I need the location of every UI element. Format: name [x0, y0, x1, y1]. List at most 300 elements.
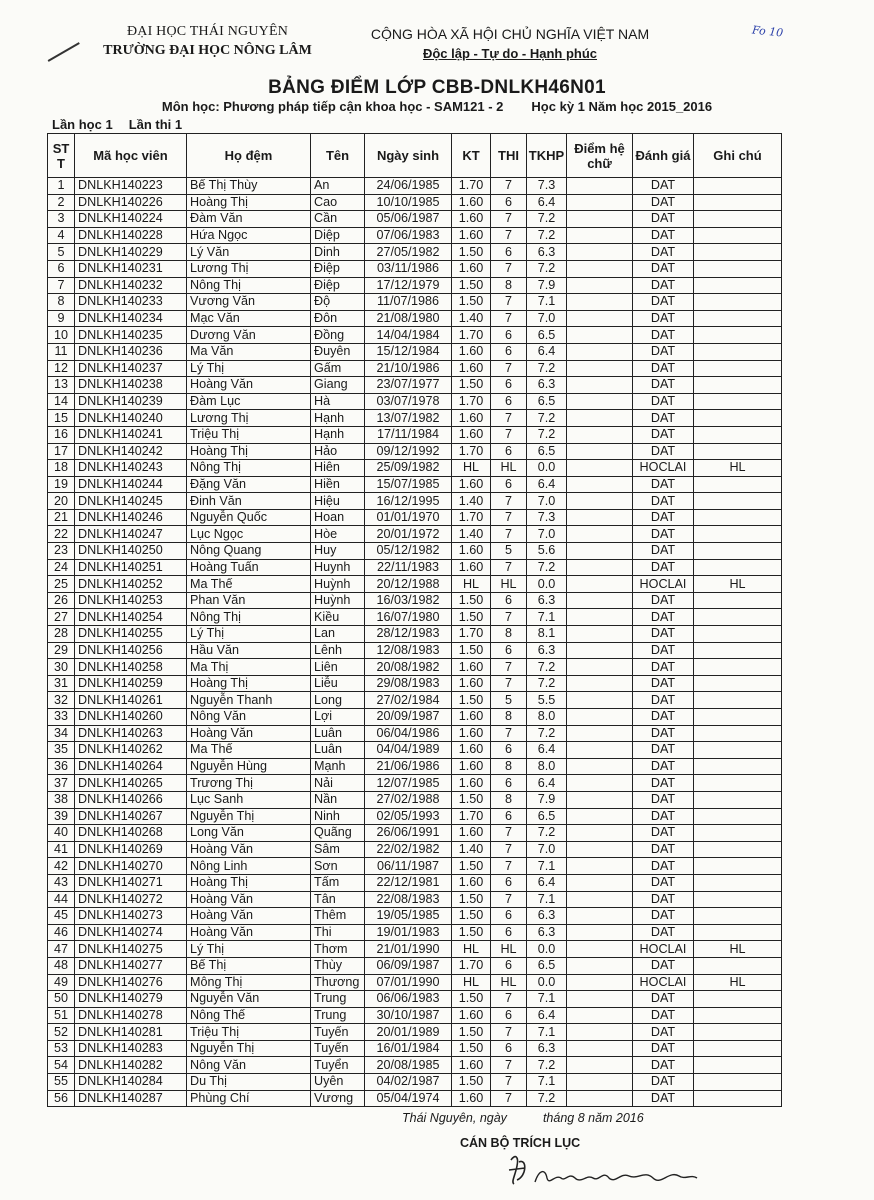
col-letter-grade-header: Điểm hệ chữ [567, 134, 633, 178]
table-row [48, 675, 782, 692]
table-row [48, 808, 782, 825]
footer-date [402, 1111, 644, 1125]
table-row [48, 244, 782, 261]
evaluation-cell: HOCLAI [633, 576, 694, 593]
table-row [48, 692, 782, 709]
letter-grade-cell [567, 692, 633, 709]
stt-cell: 29 [48, 642, 75, 659]
tkhp-cell: 7.2 [527, 260, 567, 277]
kt-cell: 1.60 [452, 227, 491, 244]
handwritten-signature [505, 1152, 705, 1198]
student-id-cell: DNLKH140267 [75, 808, 187, 825]
evaluation-cell: HOCLAI [633, 941, 694, 958]
name-cell: Ninh [311, 808, 365, 825]
letter-grade-cell [567, 709, 633, 726]
evaluation-cell: DAT [633, 426, 694, 443]
university-name: ĐẠI HỌC THÁI NGUYÊN [126, 24, 289, 39]
thi-cell: 6 [491, 592, 527, 609]
tkhp-cell: 7.9 [527, 277, 567, 294]
tkhp-cell: 7.2 [527, 825, 567, 842]
birthdate-cell: 21/08/1980 [365, 310, 452, 327]
surname-cell: Vương Văn [187, 294, 311, 311]
kt-cell: 1.70 [452, 443, 491, 460]
surname-cell: Hoàng Văn [187, 924, 311, 941]
tkhp-cell: 6.3 [527, 642, 567, 659]
evaluation-cell: DAT [633, 957, 694, 974]
birthdate-cell: 25/09/1982 [365, 460, 452, 477]
kt-cell: 1.50 [452, 277, 491, 294]
thi-cell: 6 [491, 244, 527, 261]
evaluation-cell: DAT [633, 559, 694, 576]
birthdate-cell: 22/12/1981 [365, 874, 452, 891]
stt-cell: 56 [48, 1090, 75, 1107]
student-id-cell: DNLKH140232 [75, 277, 187, 294]
evaluation-cell: DAT [633, 841, 694, 858]
tkhp-cell: 7.2 [527, 725, 567, 742]
kt-cell: 1.60 [452, 825, 491, 842]
thi-cell: 7 [491, 609, 527, 626]
thi-cell: 7 [491, 526, 527, 543]
table-row [48, 758, 782, 775]
tkhp-cell: 7.2 [527, 1057, 567, 1074]
subject-label: Môn học: Phương pháp tiếp cận khoa học - SAM121 - 2 [161, 99, 504, 114]
kt-cell: HL [452, 941, 491, 958]
letter-grade-cell [567, 725, 633, 742]
kt-cell: 1.50 [452, 991, 491, 1008]
kt-cell: 1.70 [452, 509, 491, 526]
table-row [48, 957, 782, 974]
evaluation-cell: DAT [633, 991, 694, 1008]
name-cell: Giang [311, 377, 365, 394]
kt-cell: 1.40 [452, 310, 491, 327]
tkhp-cell: 7.1 [527, 1024, 567, 1041]
name-cell: Long [311, 692, 365, 709]
evaluation-cell: DAT [633, 294, 694, 311]
table-row [48, 775, 782, 792]
stt-cell: 12 [48, 360, 75, 377]
thi-cell: 6 [491, 1040, 527, 1057]
kt-cell: 1.60 [452, 659, 491, 676]
notes-cell [694, 360, 782, 377]
surname-cell: Đàm Văn [187, 211, 311, 228]
kt-cell: 1.60 [452, 1007, 491, 1024]
table-row [48, 642, 782, 659]
surname-cell: Nông Thị [187, 609, 311, 626]
letter-grade-cell [567, 393, 633, 410]
tkhp-cell: 7.0 [527, 310, 567, 327]
student-id-cell: DNLKH140282 [75, 1057, 187, 1074]
letter-grade-cell [567, 874, 633, 891]
surname-cell: Hoàng Thị [187, 874, 311, 891]
kt-cell: 1.70 [452, 808, 491, 825]
kt-cell: 1.50 [452, 377, 491, 394]
student-id-cell: DNLKH140283 [75, 1040, 187, 1057]
letter-grade-cell [567, 343, 633, 360]
table-row [48, 825, 782, 842]
table-row [48, 974, 782, 991]
student-id-cell: DNLKH140261 [75, 692, 187, 709]
table-row [48, 327, 782, 344]
surname-cell: Hứa Ngọc [187, 227, 311, 244]
place-date-label: Thái Nguyên, ngày [402, 1111, 507, 1125]
surname-cell: Nông Thế [187, 1007, 311, 1024]
stt-cell: 31 [48, 675, 75, 692]
letter-grade-cell [567, 526, 633, 543]
notes-cell [694, 393, 782, 410]
thi-cell: 5 [491, 543, 527, 560]
student-id-cell: DNLKH140258 [75, 659, 187, 676]
surname-cell: Lý Thị [187, 360, 311, 377]
notes-cell [694, 1057, 782, 1074]
birthdate-cell: 22/02/1982 [365, 841, 452, 858]
notes-cell [694, 692, 782, 709]
surname-cell: Dương Văn [187, 327, 311, 344]
notes-cell [694, 642, 782, 659]
thi-cell: 8 [491, 758, 527, 775]
notes-cell [694, 725, 782, 742]
student-id-cell: DNLKH140263 [75, 725, 187, 742]
table-row [48, 543, 782, 560]
birthdate-cell: 02/05/1993 [365, 808, 452, 825]
student-id-cell: DNLKH140231 [75, 260, 187, 277]
letter-grade-cell [567, 310, 633, 327]
name-cell: Thùy [311, 957, 365, 974]
letter-grade-cell [567, 609, 633, 626]
thi-cell: 6 [491, 642, 527, 659]
tkhp-cell: 8.0 [527, 758, 567, 775]
table-row [48, 1074, 782, 1091]
kt-cell: 1.50 [452, 244, 491, 261]
thi-cell: 7 [491, 294, 527, 311]
table-row [48, 1040, 782, 1057]
student-id-cell: DNLKH140236 [75, 343, 187, 360]
name-cell: Kiều [311, 609, 365, 626]
letter-grade-cell [567, 410, 633, 427]
student-id-cell: DNLKH140246 [75, 509, 187, 526]
student-id-cell: DNLKH140244 [75, 476, 187, 493]
letter-grade-cell [567, 659, 633, 676]
name-cell: Tấm [311, 874, 365, 891]
thi-cell: 6 [491, 924, 527, 941]
kt-cell: 1.50 [452, 609, 491, 626]
letter-grade-cell [567, 626, 633, 643]
birthdate-cell: 16/03/1982 [365, 592, 452, 609]
tkhp-cell: 6.4 [527, 194, 567, 211]
student-id-cell: DNLKH140278 [75, 1007, 187, 1024]
notes-cell [694, 377, 782, 394]
table-row [48, 891, 782, 908]
birthdate-cell: 22/11/1983 [365, 559, 452, 576]
thi-cell: 7 [491, 725, 527, 742]
name-cell: Luân [311, 742, 365, 759]
table-row [48, 343, 782, 360]
evaluation-cell: DAT [633, 908, 694, 925]
birthdate-cell: 07/01/1990 [365, 974, 452, 991]
thi-cell: 7 [491, 559, 527, 576]
student-id-cell: DNLKH140281 [75, 1024, 187, 1041]
evaluation-cell: DAT [633, 310, 694, 327]
evaluation-cell: DAT [633, 858, 694, 875]
evaluation-cell: DAT [633, 277, 694, 294]
notes-cell [694, 277, 782, 294]
kt-cell: 1.70 [452, 393, 491, 410]
surname-cell: Hoàng Văn [187, 908, 311, 925]
notes-cell [694, 294, 782, 311]
letter-grade-cell [567, 493, 633, 510]
kt-cell: 1.60 [452, 559, 491, 576]
birthdate-cell: 04/04/1989 [365, 742, 452, 759]
surname-cell: Đàm Lục [187, 393, 311, 410]
student-id-cell: DNLKH140279 [75, 991, 187, 1008]
birthdate-cell: 06/04/1986 [365, 725, 452, 742]
tkhp-cell: 6.4 [527, 1007, 567, 1024]
name-cell: Hiệu [311, 493, 365, 510]
name-cell: Uyên [311, 1074, 365, 1091]
tkhp-cell: 6.3 [527, 244, 567, 261]
table-row [48, 526, 782, 543]
student-id-cell: DNLKH140223 [75, 178, 187, 195]
notes-cell [694, 559, 782, 576]
student-id-cell: DNLKH140247 [75, 526, 187, 543]
evaluation-cell: DAT [633, 675, 694, 692]
notes-cell [694, 841, 782, 858]
stt-cell: 15 [48, 410, 75, 427]
kt-cell: 1.50 [452, 642, 491, 659]
kt-cell: 1.60 [452, 343, 491, 360]
notes-cell [694, 991, 782, 1008]
evaluation-cell: DAT [633, 211, 694, 228]
stt-cell: 28 [48, 626, 75, 643]
national-header [355, 26, 665, 61]
col-thi-header: THI [491, 134, 527, 178]
name-cell: Hạnh [311, 410, 365, 427]
surname-cell: Bế Thị Thùy [187, 178, 311, 195]
notes-cell [694, 675, 782, 692]
student-id-cell: DNLKH140276 [75, 974, 187, 991]
stt-cell: 47 [48, 941, 75, 958]
surname-cell: Đinh Văn [187, 493, 311, 510]
thi-cell: 7 [491, 493, 527, 510]
evaluation-cell: DAT [633, 343, 694, 360]
name-cell: Quãng [311, 825, 365, 842]
surname-cell: Hoàng Thị [187, 443, 311, 460]
table-row [48, 310, 782, 327]
kt-cell: 1.50 [452, 294, 491, 311]
letter-grade-cell [567, 443, 633, 460]
letter-grade-cell [567, 1040, 633, 1057]
thi-cell: 6 [491, 194, 527, 211]
letter-grade-cell [567, 808, 633, 825]
stt-cell: 41 [48, 841, 75, 858]
name-cell: Hảo [311, 443, 365, 460]
name-cell: Sơn [311, 858, 365, 875]
lan-hoc-label: Lần học 1 [52, 117, 113, 132]
surname-cell: Ma Thế [187, 742, 311, 759]
letter-grade-cell [567, 543, 633, 560]
table-row [48, 294, 782, 311]
evaluation-cell: DAT [633, 227, 694, 244]
tkhp-cell: 6.4 [527, 343, 567, 360]
birthdate-cell: 24/06/1985 [365, 178, 452, 195]
stt-cell: 52 [48, 1024, 75, 1041]
name-cell: Đuyên [311, 343, 365, 360]
table-row [48, 941, 782, 958]
birthdate-cell: 20/08/1982 [365, 659, 452, 676]
name-cell: An [311, 178, 365, 195]
notes-cell [694, 609, 782, 626]
thi-cell: 7 [491, 891, 527, 908]
thi-cell: 7 [491, 211, 527, 228]
student-id-cell: DNLKH140241 [75, 426, 187, 443]
evaluation-cell: DAT [633, 642, 694, 659]
tkhp-cell: 7.2 [527, 426, 567, 443]
stt-cell: 13 [48, 377, 75, 394]
surname-cell: Lý Thị [187, 626, 311, 643]
letter-grade-cell [567, 244, 633, 261]
birthdate-cell: 16/12/1995 [365, 493, 452, 510]
table-row [48, 227, 782, 244]
thi-cell: 7 [491, 360, 527, 377]
birthdate-cell: 16/01/1984 [365, 1040, 452, 1057]
col-birthdate-header: Ngày sinh [365, 134, 452, 178]
col-evaluation-header: Đánh giá [633, 134, 694, 178]
kt-cell: 1.60 [452, 775, 491, 792]
student-id-cell: DNLKH140243 [75, 460, 187, 477]
notes-cell [694, 742, 782, 759]
stt-cell: 10 [48, 327, 75, 344]
notes-cell [694, 592, 782, 609]
notes-cell [694, 476, 782, 493]
tkhp-cell: 7.0 [527, 841, 567, 858]
tkhp-cell: 6.3 [527, 924, 567, 941]
table-row [48, 509, 782, 526]
birthdate-cell: 04/02/1987 [365, 1074, 452, 1091]
stt-cell: 43 [48, 874, 75, 891]
birthdate-cell: 12/07/1985 [365, 775, 452, 792]
student-id-cell: DNLKH140273 [75, 908, 187, 925]
name-cell: Lênh [311, 642, 365, 659]
birthdate-cell: 20/08/1985 [365, 1057, 452, 1074]
stt-cell: 11 [48, 343, 75, 360]
birthdate-cell: 23/07/1977 [365, 377, 452, 394]
table-row [48, 791, 782, 808]
thi-cell: 8 [491, 791, 527, 808]
tkhp-cell: 7.1 [527, 609, 567, 626]
thi-cell: 7 [491, 1024, 527, 1041]
birthdate-cell: 15/12/1984 [365, 343, 452, 360]
surname-cell: Lý Văn [187, 244, 311, 261]
surname-cell: Nông Thị [187, 460, 311, 477]
tkhp-cell: 7.3 [527, 178, 567, 195]
surname-cell: Lý Thị [187, 941, 311, 958]
table-row [48, 841, 782, 858]
stt-cell: 26 [48, 592, 75, 609]
stt-cell: 40 [48, 825, 75, 842]
surname-cell: Triệu Thị [187, 426, 311, 443]
table-row [48, 460, 782, 477]
letter-grade-cell [567, 825, 633, 842]
birthdate-cell: 22/08/1983 [365, 891, 452, 908]
birthdate-cell: 09/12/1992 [365, 443, 452, 460]
name-cell: Tân [311, 891, 365, 908]
evaluation-cell: DAT [633, 659, 694, 676]
pen-mark [48, 42, 80, 61]
col-stt-header: ST T [48, 134, 75, 178]
tkhp-cell: 7.1 [527, 1074, 567, 1091]
letter-grade-cell [567, 592, 633, 609]
student-id-cell: DNLKH140235 [75, 327, 187, 344]
name-cell: Huỳnh [311, 576, 365, 593]
stt-cell: 25 [48, 576, 75, 593]
name-cell: Diệp [311, 227, 365, 244]
surname-cell: Triệu Thị [187, 1024, 311, 1041]
student-id-cell: DNLKH140250 [75, 543, 187, 560]
stt-cell: 14 [48, 393, 75, 410]
table-row [48, 924, 782, 941]
tkhp-cell: 7.2 [527, 211, 567, 228]
stt-cell: 2 [48, 194, 75, 211]
tkhp-cell: 6.4 [527, 476, 567, 493]
thi-cell: 6 [491, 742, 527, 759]
evaluation-cell: DAT [633, 775, 694, 792]
table-row [48, 609, 782, 626]
notes-cell [694, 924, 782, 941]
birthdate-cell: 19/05/1985 [365, 908, 452, 925]
thi-cell: HL [491, 974, 527, 991]
name-cell: Luân [311, 725, 365, 742]
table-row [48, 377, 782, 394]
stt-cell: 48 [48, 957, 75, 974]
student-id-cell: DNLKH140265 [75, 775, 187, 792]
thi-cell: 8 [491, 277, 527, 294]
surname-cell: Lục Sanh [187, 791, 311, 808]
thi-cell: 7 [491, 1057, 527, 1074]
notes-cell: HL [694, 576, 782, 593]
letter-grade-cell [567, 791, 633, 808]
table-row [48, 592, 782, 609]
student-id-cell: DNLKH140228 [75, 227, 187, 244]
evaluation-cell: DAT [633, 808, 694, 825]
student-id-cell: DNLKH140234 [75, 310, 187, 327]
table-row [48, 277, 782, 294]
kt-cell: 1.60 [452, 260, 491, 277]
kt-cell: 1.60 [452, 211, 491, 228]
student-id-cell: DNLKH140275 [75, 941, 187, 958]
letter-grade-cell [567, 908, 633, 925]
evaluation-cell: DAT [633, 742, 694, 759]
birthdate-cell: 17/11/1984 [365, 426, 452, 443]
thi-cell: 7 [491, 410, 527, 427]
student-id-cell: DNLKH140242 [75, 443, 187, 460]
birthdate-cell: 10/10/1985 [365, 194, 452, 211]
student-id-cell: DNLKH140253 [75, 592, 187, 609]
stt-cell: 45 [48, 908, 75, 925]
letter-grade-cell [567, 227, 633, 244]
birthdate-cell: 01/01/1970 [365, 509, 452, 526]
name-cell: Tuyến [311, 1024, 365, 1041]
birthdate-cell: 05/04/1974 [365, 1090, 452, 1107]
birthdate-cell: 20/09/1987 [365, 709, 452, 726]
surname-cell: Hầu Văn [187, 642, 311, 659]
kt-cell: 1.50 [452, 592, 491, 609]
student-id-cell: DNLKH140256 [75, 642, 187, 659]
birthdate-cell: 05/12/1982 [365, 543, 452, 560]
kt-cell: HL [452, 460, 491, 477]
stt-cell: 16 [48, 426, 75, 443]
evaluation-cell: DAT [633, 1074, 694, 1091]
tkhp-cell: 6.3 [527, 377, 567, 394]
student-id-cell: DNLKH140274 [75, 924, 187, 941]
